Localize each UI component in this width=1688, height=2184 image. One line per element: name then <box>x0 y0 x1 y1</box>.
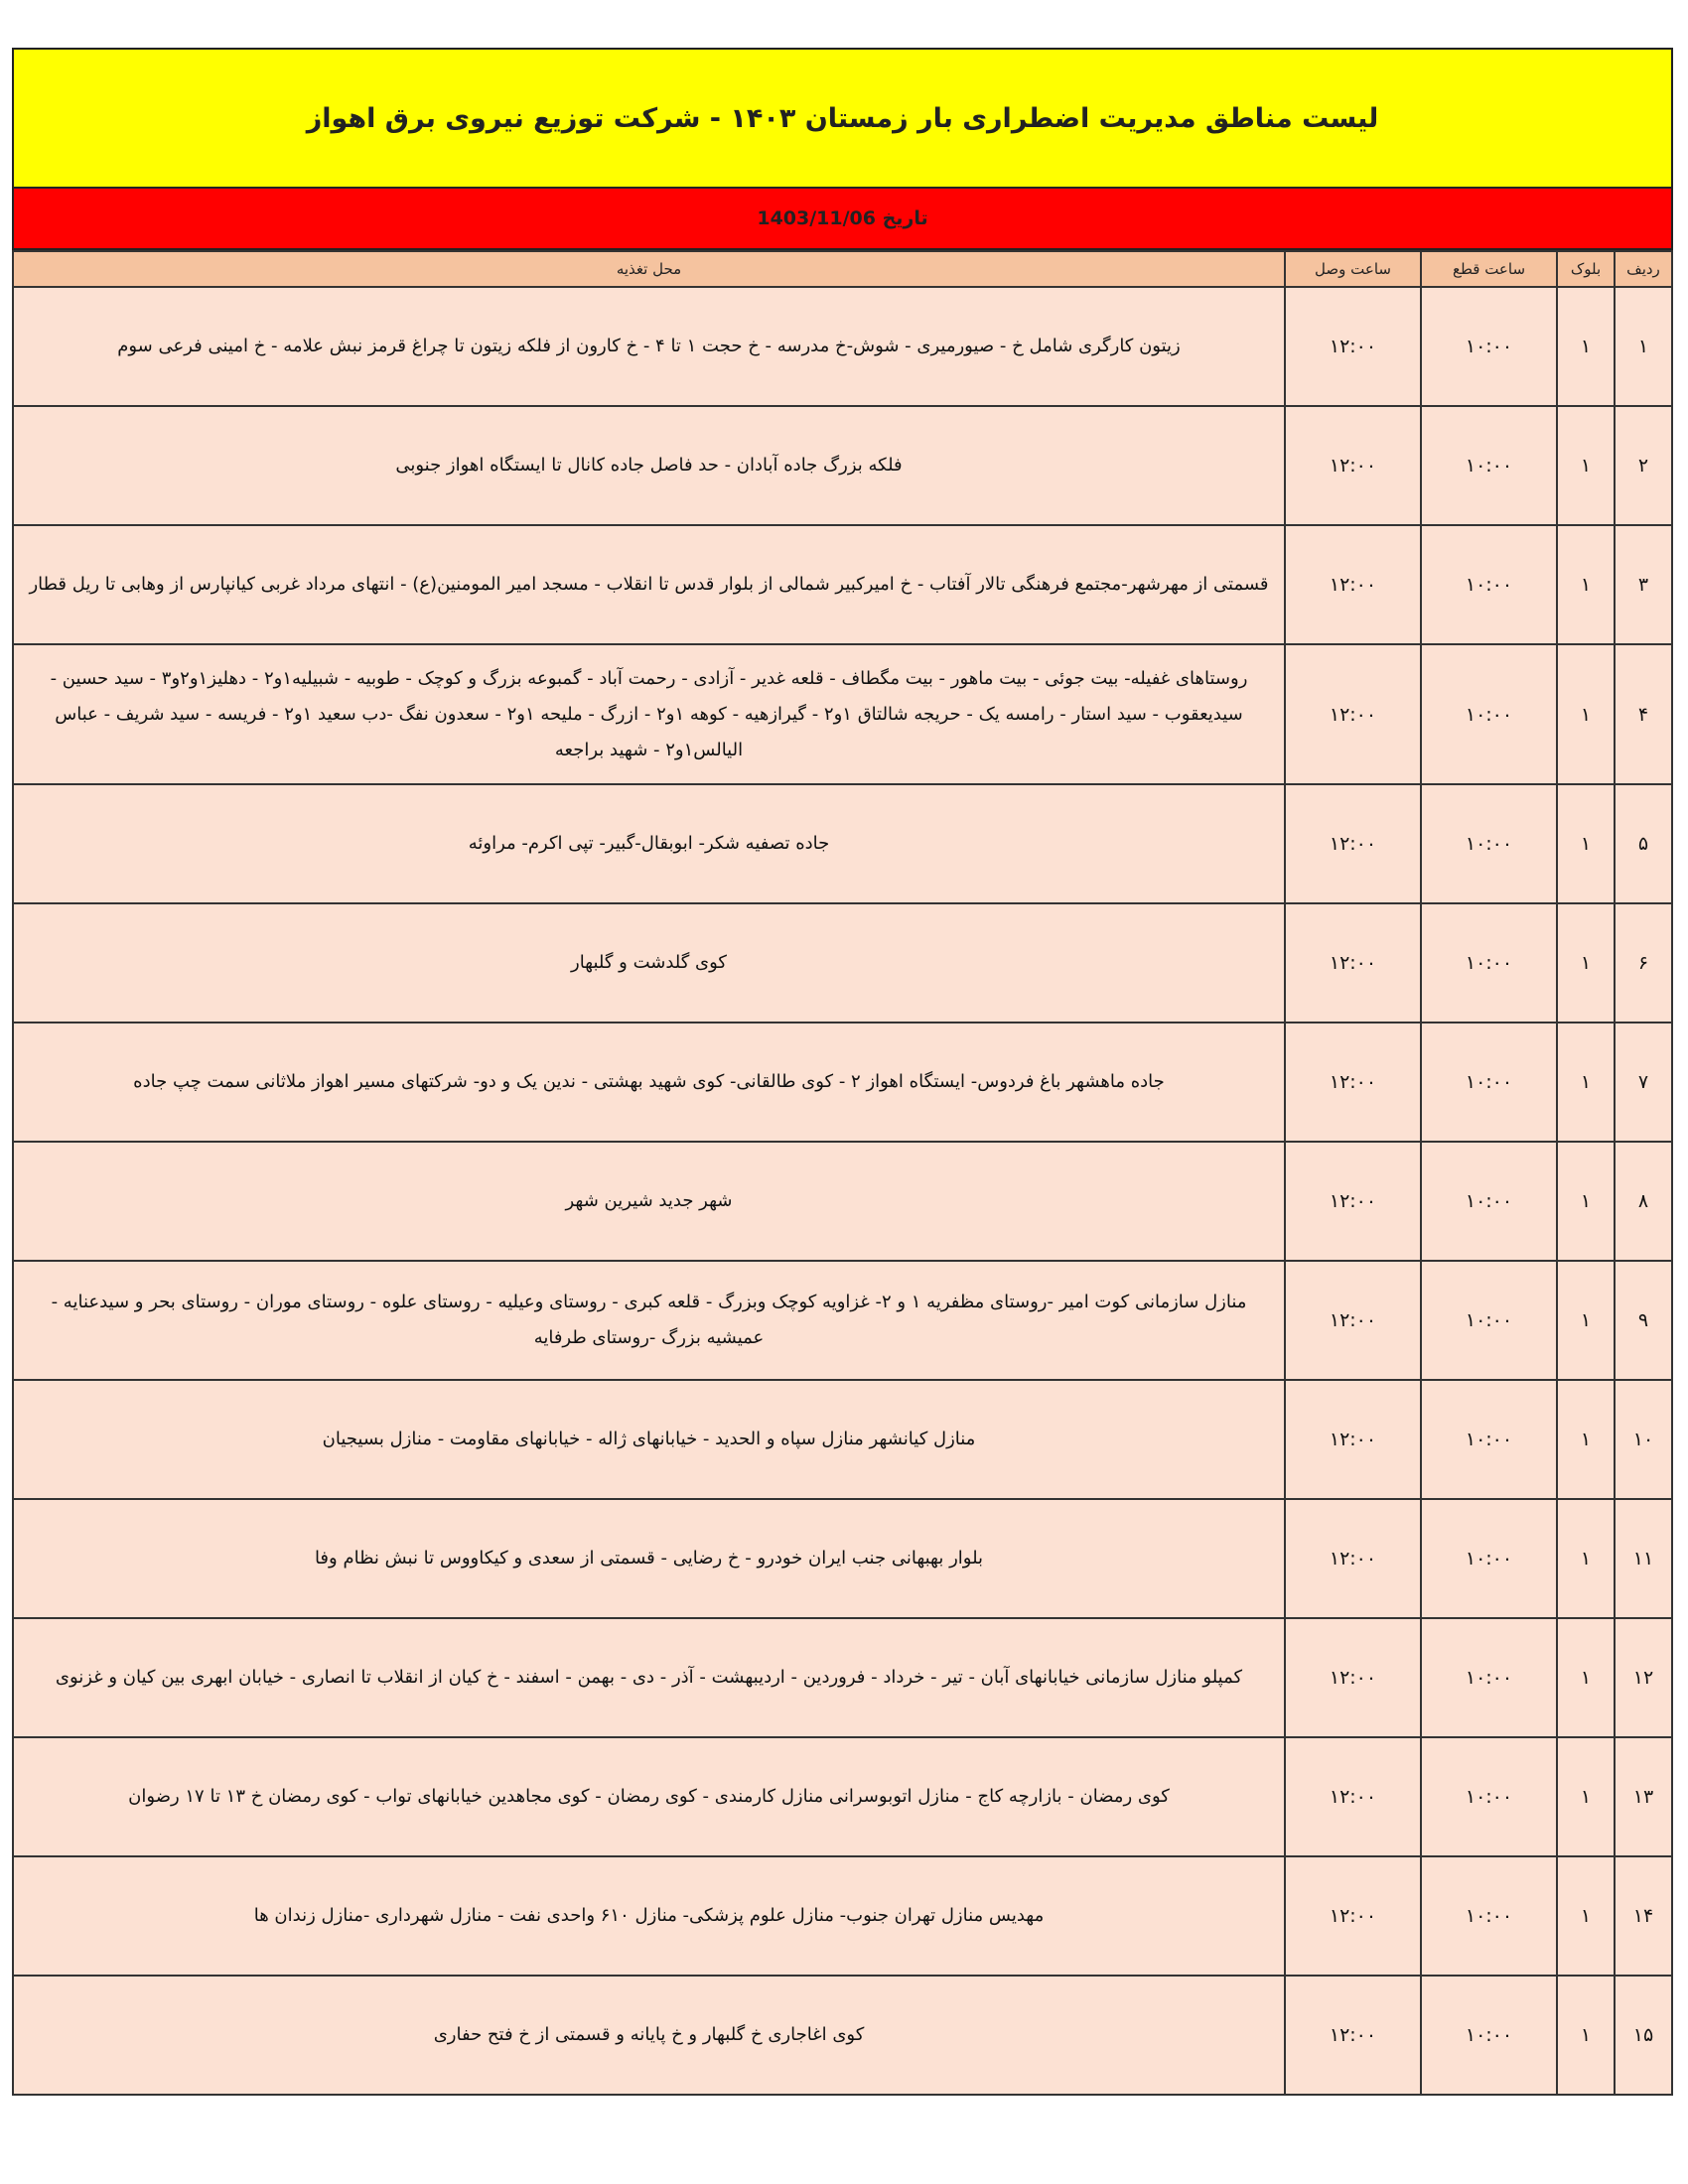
cell-row-number: ۴ <box>1615 644 1672 784</box>
cell-row-number: ۲ <box>1615 406 1672 525</box>
cell-connect-time: ۱۲:۰۰ <box>1285 1976 1421 2095</box>
page-title: لیست مناطق مدیریت اضطراری بار زمستان ۱۴۰۳ - شرکت توزیع نیروی برق اهواز <box>306 102 1379 134</box>
cell-cut-time: ۱۰:۰۰ <box>1421 1142 1557 1261</box>
cell-row-number: ۷ <box>1615 1023 1672 1142</box>
cell-row-number: ۳ <box>1615 525 1672 644</box>
cell-location: فلکه بزرگ جاده آبادان - حد فاصل جاده کانال تا ایستگاه اهواز جنوبی <box>13 406 1285 525</box>
cell-row-number: ۸ <box>1615 1142 1672 1261</box>
cell-block: ۱ <box>1557 1737 1615 1856</box>
cell-location: زیتون کارگری شامل خ - صیورمیری - شوش-خ مدرسه - خ حجت ۱ تا ۴ - خ کارون از فلکه زیتون تا چراغ قرمز نبش علامه - خ امینی فرعی سوم <box>13 287 1285 406</box>
cell-row-number: ۱۵ <box>1615 1976 1672 2095</box>
table-row <box>13 1380 1672 1499</box>
cell-block: ۱ <box>1557 903 1615 1023</box>
cell-cut-time: ۱۰:۰۰ <box>1421 1023 1557 1142</box>
cell-location: کوی گلدشت و گلبهار <box>13 903 1285 1023</box>
cell-location: کوی رمضان - بازارچه کاج - منازل اتوبوسرانی منازل کارمندی - کوی رمضان - کوی مجاهدین خیابانهای تواب - کوی رمضان خ ۱۳ تا ۱۷ رضوان <box>13 1737 1285 1856</box>
cell-block: ۱ <box>1557 525 1615 644</box>
cell-connect-time: ۱۲:۰۰ <box>1285 1261 1421 1380</box>
cell-cut-time: ۱۰:۰۰ <box>1421 1976 1557 2095</box>
cell-cut-time: ۱۰:۰۰ <box>1421 1499 1557 1618</box>
table-row <box>13 903 1672 1023</box>
cell-location: کوی اغاجاری خ گلبهار و خ پایانه و قسمتی از خ فتح حفاری <box>13 1976 1285 2095</box>
cell-location: منازل کیانشهر منازل سپاه و الحدید - خیابانهای ژاله - خیابانهای مقاومت - منازل بسیجیان <box>13 1380 1285 1499</box>
outage-table <box>12 250 1673 2096</box>
cell-connect-time: ۱۲:۰۰ <box>1285 525 1421 644</box>
cell-location: مهدیس منازل تهران جنوب- منازل علوم پزشکی- منازل ۶۱۰ واحدی نفت - منازل شهرداری -منازل زندان ها <box>13 1856 1285 1976</box>
table-row <box>13 1618 1672 1737</box>
header-connect-time: ساعت وصل <box>1285 251 1421 287</box>
cell-connect-time: ۱۲:۰۰ <box>1285 1142 1421 1261</box>
cell-block: ۱ <box>1557 1380 1615 1499</box>
cell-row-number: ۱۴ <box>1615 1856 1672 1976</box>
cell-connect-time: ۱۲:۰۰ <box>1285 1499 1421 1618</box>
table-row <box>13 1856 1672 1976</box>
cell-location: بلوار بهبهانی جنب ایران خودرو - خ رضایی - قسمتی از سعدی و کیکاووس تا نبش نظام وفا <box>13 1499 1285 1618</box>
cell-cut-time: ۱۰:۰۰ <box>1421 1261 1557 1380</box>
cell-row-number: ۱ <box>1615 287 1672 406</box>
cell-cut-time: ۱۰:۰۰ <box>1421 525 1557 644</box>
cell-block: ۱ <box>1557 644 1615 784</box>
cell-cut-time: ۱۰:۰۰ <box>1421 784 1557 903</box>
cell-connect-time: ۱۲:۰۰ <box>1285 784 1421 903</box>
cell-cut-time: ۱۰:۰۰ <box>1421 903 1557 1023</box>
schedule-sheet <box>12 48 1673 2096</box>
cell-row-number: ۵ <box>1615 784 1672 903</box>
cell-block: ۱ <box>1557 1976 1615 2095</box>
title-banner <box>12 48 1673 189</box>
cell-block: ۱ <box>1557 1856 1615 1976</box>
date-banner <box>12 189 1673 250</box>
header-block: بلوک <box>1557 251 1615 287</box>
cell-row-number: ۹ <box>1615 1261 1672 1380</box>
table-row <box>13 1499 1672 1618</box>
header-location: محل تغذیه <box>13 251 1285 287</box>
cell-row-number: ۱۱ <box>1615 1499 1672 1618</box>
table-row <box>13 406 1672 525</box>
date-text <box>757 207 927 229</box>
cell-block: ۱ <box>1557 287 1615 406</box>
header-cut-time: ساعت قطع <box>1421 251 1557 287</box>
cell-cut-time: ۱۰:۰۰ <box>1421 1380 1557 1499</box>
cell-connect-time: ۱۲:۰۰ <box>1285 287 1421 406</box>
table-row <box>13 287 1672 406</box>
cell-cut-time: ۱۰:۰۰ <box>1421 1618 1557 1737</box>
cell-location: منازل سازمانی کوت امیر -روستای مظفریه ۱ و ۲- غزاویه کوچک وبزرگ - قلعه کبری - روستای وعیلیه - روستای علوه - روستای موران - روستای بحر و سیدعنایه - عمیشیه بزرگ -روستای طرفایه <box>13 1261 1285 1380</box>
cell-cut-time: ۱۰:۰۰ <box>1421 1856 1557 1976</box>
cell-connect-time: ۱۲:۰۰ <box>1285 1737 1421 1856</box>
cell-block: ۱ <box>1557 1142 1615 1261</box>
cell-cut-time: ۱۰:۰۰ <box>1421 287 1557 406</box>
cell-connect-time: ۱۲:۰۰ <box>1285 406 1421 525</box>
cell-block: ۱ <box>1557 784 1615 903</box>
cell-connect-time: ۱۲:۰۰ <box>1285 903 1421 1023</box>
table-row <box>13 784 1672 903</box>
table-row <box>13 1976 1672 2095</box>
cell-connect-time: ۱۲:۰۰ <box>1285 644 1421 784</box>
table-row <box>13 1737 1672 1856</box>
cell-cut-time: ۱۰:۰۰ <box>1421 406 1557 525</box>
table-row <box>13 1142 1672 1261</box>
table-row <box>13 525 1672 644</box>
cell-connect-time: ۱۲:۰۰ <box>1285 1618 1421 1737</box>
table-row <box>13 1261 1672 1380</box>
cell-location: روستاهای غفیله- بیت جوئی - بیت ماهور - بیت مگطاف - قلعه غدیر - آزادی - رحمت آباد - گمبوعه بزرگ و کوچک - طوبیه - شبیلیه۱و۲ - دهلیز۱و۲و۳ - سید حسین - سیدیعقوب - سید استار - رامسه یک - حریجه شالتاق ۱و۲ - گیرازهیه - کوهه ۱و۲ - ازرگ - ملیحه ۱و۲ - سعدون نفگ -دب سعید ۱و۲ - فریسه - سید شریف - عباس الیالس۱و۲ - شهید براجعه <box>13 644 1285 784</box>
cell-location: جاده تصفیه شکر- ابوبقال-گبیر- تپی اکرم- مراوئه <box>13 784 1285 903</box>
cell-cut-time: ۱۰:۰۰ <box>1421 1737 1557 1856</box>
cell-block: ۱ <box>1557 1499 1615 1618</box>
cell-connect-time: ۱۲:۰۰ <box>1285 1856 1421 1976</box>
cell-connect-time: ۱۲:۰۰ <box>1285 1023 1421 1142</box>
header-row-number: ردیف <box>1615 251 1672 287</box>
cell-block: ۱ <box>1557 406 1615 525</box>
cell-cut-time: ۱۰:۰۰ <box>1421 644 1557 784</box>
cell-row-number: ۶ <box>1615 903 1672 1023</box>
cell-location: کمپلو منازل سازمانی خیابانهای آبان - تیر - خرداد - فروردین - اردیبهشت - آذر - دی - بهمن - اسفند - خ کیان از انقلاب تا انصاری - خیابان ابهری بین کیان و غزنوی <box>13 1618 1285 1737</box>
table-row <box>13 1023 1672 1142</box>
cell-block: ۱ <box>1557 1261 1615 1380</box>
cell-row-number: ۱۳ <box>1615 1737 1672 1856</box>
cell-connect-time: ۱۲:۰۰ <box>1285 1380 1421 1499</box>
cell-location: جاده ماهشهر باغ فردوس- ایستگاه اهواز ۲ - کوی طالقانی- کوی شهید بهشتی - ندین یک و دو- شرکتهای مسیر اهواز ملاثانی سمت چپ جاده <box>13 1023 1285 1142</box>
table-row <box>13 644 1672 784</box>
cell-row-number: ۱۰ <box>1615 1380 1672 1499</box>
cell-row-number: ۱۲ <box>1615 1618 1672 1737</box>
date-label: تاریخ <box>882 207 928 229</box>
date-value: 1403/11/06 <box>757 207 876 229</box>
cell-block: ۱ <box>1557 1618 1615 1737</box>
cell-block: ۱ <box>1557 1023 1615 1142</box>
cell-location: شهر جدید شیرین شهر <box>13 1142 1285 1261</box>
table-body <box>13 287 1672 2095</box>
cell-location: قسمتی از مهرشهر-مجتمع فرهنگی تالار آفتاب - خ امیرکبیر شمالی از بلوار قدس تا انقلاب - مسجد امیر المومنین(ع) - انتهای مرداد غربی کیانپارس از وهابی تا ریل قطار <box>13 525 1285 644</box>
table-header-row <box>13 251 1672 287</box>
